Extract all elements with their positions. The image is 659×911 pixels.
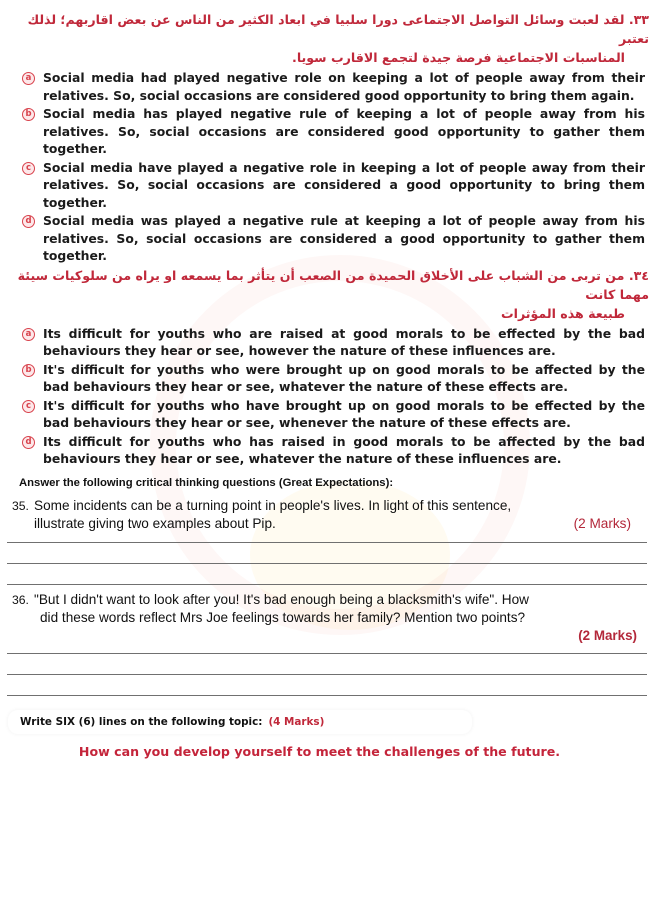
answer-line[interactable] [7, 563, 647, 564]
marks-label: (4 Marks) [268, 715, 325, 728]
question-number: ٣٤. [628, 267, 649, 283]
option-b[interactable] [22, 105, 645, 158]
option-d[interactable] [22, 212, 645, 265]
question-34-prompt [0, 266, 659, 323]
question-text: Some incidents can be a turning point in people's lives. In light of this sentence, [34, 497, 512, 513]
prompt-line: المناسبات الاجتماعية فرصة جيدة لتجمع الاقارب سويا. [292, 50, 625, 65]
option-letter-badge: a [22, 328, 35, 341]
prompt-line: طبيعة هذه المؤثرات [500, 305, 625, 321]
option-text: Social media has played negative rule of keeping a lot of people away from his relatives. So, social occasions are considered good opportunity to gather them together. [43, 106, 645, 156]
writing-instruction: Write SIX (6) lines on the following topic: [20, 715, 263, 728]
option-c[interactable] [22, 397, 645, 432]
option-c[interactable] [22, 159, 645, 212]
question-text: illustrate giving two examples about Pip. [34, 515, 276, 531]
answer-line[interactable] [7, 674, 647, 675]
option-text: Its difficult for youths who are raised at good morals to be effected by the bad behaviours they hear or see, however the nature of these influences are. [43, 325, 645, 358]
writing-topic: How can you develop yourself to meet the challenges of the future. [78, 743, 561, 759]
question-33 [0, 10, 659, 265]
marks-label: (2 Marks) [573, 515, 631, 531]
question-text-continued [12, 515, 645, 532]
question-35 [0, 497, 659, 532]
option-b[interactable] [22, 361, 645, 396]
option-text: Social media was played a negative rule at keeping a lot of people away from his relatives. So, social occasions are considered a good opportunity to gather them together. [43, 213, 645, 263]
section-heading: Answer the following critical thinking questions (Great Expectations): [19, 476, 394, 489]
question-text: did these words reflect Mrs Joe feelings towards her family? Mention two points? [40, 609, 526, 625]
writing-instruction-box [8, 710, 472, 734]
answer-lines-35 [0, 542, 659, 585]
prompt-line: من تربى من الشباب على الأخلاق الحميدة من الصعب أن يتأثر بما يسمعه او يراه من سلوكيات سيئة مهما كانت [17, 267, 649, 302]
option-d[interactable] [22, 433, 645, 468]
option-letter-badge: a [22, 72, 35, 85]
question-number: 35. [12, 498, 29, 513]
option-letter-badge: b [22, 364, 35, 377]
option-text: It's difficult for youths who have brought up on good morals to be effected by the bad behaviours they hear or see, whenever the nature of these effects are. [43, 397, 645, 430]
question-33-prompt [0, 10, 659, 67]
option-text: Its difficult for youths who has raised in good morals to be affected by the bad behaviours they hear or see, whatever the nature of these influences are. [43, 433, 645, 466]
option-a[interactable] [22, 69, 645, 104]
option-text: Social media had played negative role on keeping a lot of people away from their relatives. So, social occasions are considered good opportunity to bring them again. [43, 70, 645, 103]
option-letter-badge: d [22, 215, 35, 228]
option-letter-badge: b [22, 108, 35, 121]
answer-line[interactable] [7, 653, 647, 654]
question-34 [0, 266, 659, 468]
option-text: It's difficult for youths who were brought up on good morals to be affected by the bad behaviours they hear or see, whatever the nature of these effects are. [43, 361, 645, 394]
question-number: 36. [12, 592, 29, 607]
marks-label: (2 Marks) [578, 627, 637, 643]
question-text: "But I didn't want to look after you! It's bad enough being a blacksmith's wife". How [34, 591, 529, 607]
prompt-line: لقد لعبت وسائل التواصل الاجتماعى دورا سلبيا في ابعاد الكثير من الناس عن بعض اقاربهم؛ لذلك تعتبر [27, 12, 649, 46]
option-letter-badge: d [22, 436, 35, 449]
option-text: Social media have played a negative role in keeping a lot of people away from their relatives. So, social occasions are considered a good opportunity to bring them together. [43, 159, 645, 210]
answer-line[interactable] [7, 542, 647, 543]
answer-lines-36 [0, 653, 659, 696]
option-letter-badge: c [22, 162, 35, 175]
question-34-options [0, 325, 659, 468]
answer-line[interactable] [7, 584, 647, 585]
question-33-options [0, 69, 659, 265]
question-number: ٣٣. [628, 12, 649, 27]
option-a[interactable] [22, 325, 645, 360]
question-36 [0, 591, 659, 626]
answer-line[interactable] [7, 695, 647, 696]
option-letter-badge: c [22, 400, 35, 413]
question-text-continued [12, 609, 645, 626]
